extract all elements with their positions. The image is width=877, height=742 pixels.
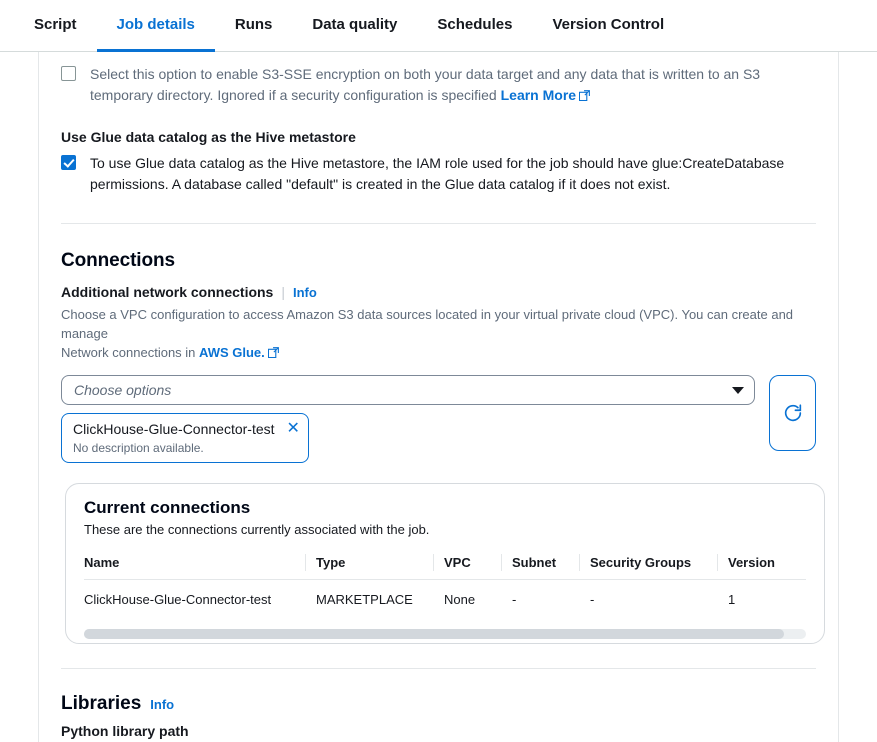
refresh-connections-button[interactable]: [769, 375, 816, 451]
column-divider: [717, 554, 718, 571]
column-label: VPC: [444, 555, 471, 570]
column-header-version[interactable]: [728, 549, 806, 580]
tab-label: Script: [34, 16, 77, 33]
tab-script[interactable]: [14, 0, 97, 52]
current-connections-card: [65, 483, 825, 644]
python-library-path-label: Python library path: [61, 723, 189, 739]
column-label: Name: [84, 555, 120, 570]
table-header-row: [84, 549, 806, 580]
s3-sse-option-row: [61, 64, 816, 107]
divider-libraries: [61, 668, 816, 669]
connections-select-placeholder: Choose options: [74, 382, 172, 398]
table-body: [84, 580, 806, 620]
hive-metastore-heading: Use Glue data catalog as the Hive metastore: [61, 129, 356, 145]
tab-data-quality[interactable]: [292, 0, 417, 52]
tab-bar: [0, 0, 877, 52]
table-header: [84, 549, 806, 580]
libraries-section-title: Libraries: [61, 693, 142, 714]
token-subtitle: No description available.: [73, 441, 204, 455]
connections-section-title: Connections: [61, 250, 175, 271]
column-divider: [305, 554, 306, 571]
token-title: ClickHouse-Glue-Connector-test: [73, 421, 275, 437]
connections-info-link[interactable]: Info: [293, 285, 317, 300]
column-divider: [433, 554, 434, 571]
table-row[interactable]: [84, 580, 806, 620]
cell-type: MARKETPLACE: [316, 592, 413, 607]
external-link-icon: [268, 344, 279, 363]
column-header-vpc[interactable]: [444, 549, 512, 580]
column-label: Version: [728, 555, 775, 570]
cell-security-groups: -: [590, 592, 595, 607]
current-connections-table: [84, 549, 806, 619]
learn-more-link[interactable]: Learn More: [500, 87, 577, 103]
hive-metastore-checkbox[interactable]: [61, 155, 76, 170]
column-divider: [579, 554, 580, 571]
cell-vpc: None: [444, 592, 476, 607]
external-link-icon: [579, 86, 590, 107]
label-separator: |: [281, 284, 285, 300]
scrollbar-thumb[interactable]: [84, 629, 784, 639]
aws-glue-link[interactable]: AWS Glue.: [199, 345, 265, 360]
column-label: Security Groups: [590, 555, 692, 570]
token-text-group: [73, 420, 275, 456]
connections-select-column: [61, 375, 755, 463]
connections-multiselect[interactable]: [61, 375, 755, 405]
close-icon[interactable]: ✕: [286, 420, 300, 437]
selected-connection-token[interactable]: [61, 413, 309, 463]
additional-network-connections-label-row: [61, 284, 816, 300]
cell-name: ClickHouse-Glue-Connector-test: [84, 592, 272, 607]
column-label: Type: [316, 555, 346, 570]
libraries-info-link[interactable]: Info: [150, 697, 175, 712]
panel-inner: [39, 64, 838, 742]
column-header-type[interactable]: [316, 549, 444, 580]
column-label: Subnet: [512, 555, 557, 570]
column-header-security-groups[interactable]: [590, 549, 728, 580]
chevron-down-icon: [732, 387, 744, 394]
tab-label: Schedules: [437, 16, 513, 33]
tab-label: Runs: [234, 16, 273, 33]
tab-version-control[interactable]: [532, 0, 684, 52]
job-details-panel: [38, 52, 839, 742]
cell-version: 1: [728, 592, 736, 607]
connections-description: [61, 305, 801, 363]
tab-schedules[interactable]: [417, 0, 532, 52]
connections-select-row: [61, 375, 816, 463]
connections-description-line2: Network connections in: [61, 345, 196, 360]
hive-metastore-option-row: [61, 153, 816, 195]
tab-job-details[interactable]: [97, 0, 215, 52]
column-header-subnet[interactable]: [512, 549, 590, 580]
libraries-title-row: [61, 693, 816, 715]
tab-label: Data quality: [312, 16, 398, 33]
current-connections-subtitle: These are the connections currently associated with the job.: [84, 522, 430, 537]
additional-network-connections-label: Additional network connections: [61, 284, 274, 300]
cell-subnet: -: [512, 592, 517, 607]
hive-metastore-description: To use Glue data catalog as the Hive metastore, the IAM role used for the job should have glue:CreateDatabase permissions. A database called "default" is created in the Glue data catalog if it does not exist.: [90, 155, 785, 192]
s3-sse-checkbox[interactable]: [61, 66, 76, 81]
s3-sse-description: [90, 64, 816, 107]
divider-connections: [61, 223, 816, 224]
s3-sse-text: Select this option to enable S3-SSE encryption on both your data target and any data that is written to an S3 temporary directory. Ignored if a security configuration is specified: [90, 66, 761, 103]
tab-label: Version Control: [552, 16, 665, 33]
tab-label: Job details: [116, 16, 195, 33]
column-header-name[interactable]: [84, 549, 316, 580]
refresh-icon: [782, 402, 804, 424]
tab-runs[interactable]: [215, 0, 293, 52]
connections-description-line1: Choose a VPC configuration to access Amazon S3 data sources located in your virtual private cloud (VPC). You can create and manage: [61, 307, 794, 341]
table-horizontal-scrollbar[interactable]: [84, 629, 806, 639]
column-divider: [501, 554, 502, 571]
current-connections-title: Current connections: [84, 498, 251, 517]
